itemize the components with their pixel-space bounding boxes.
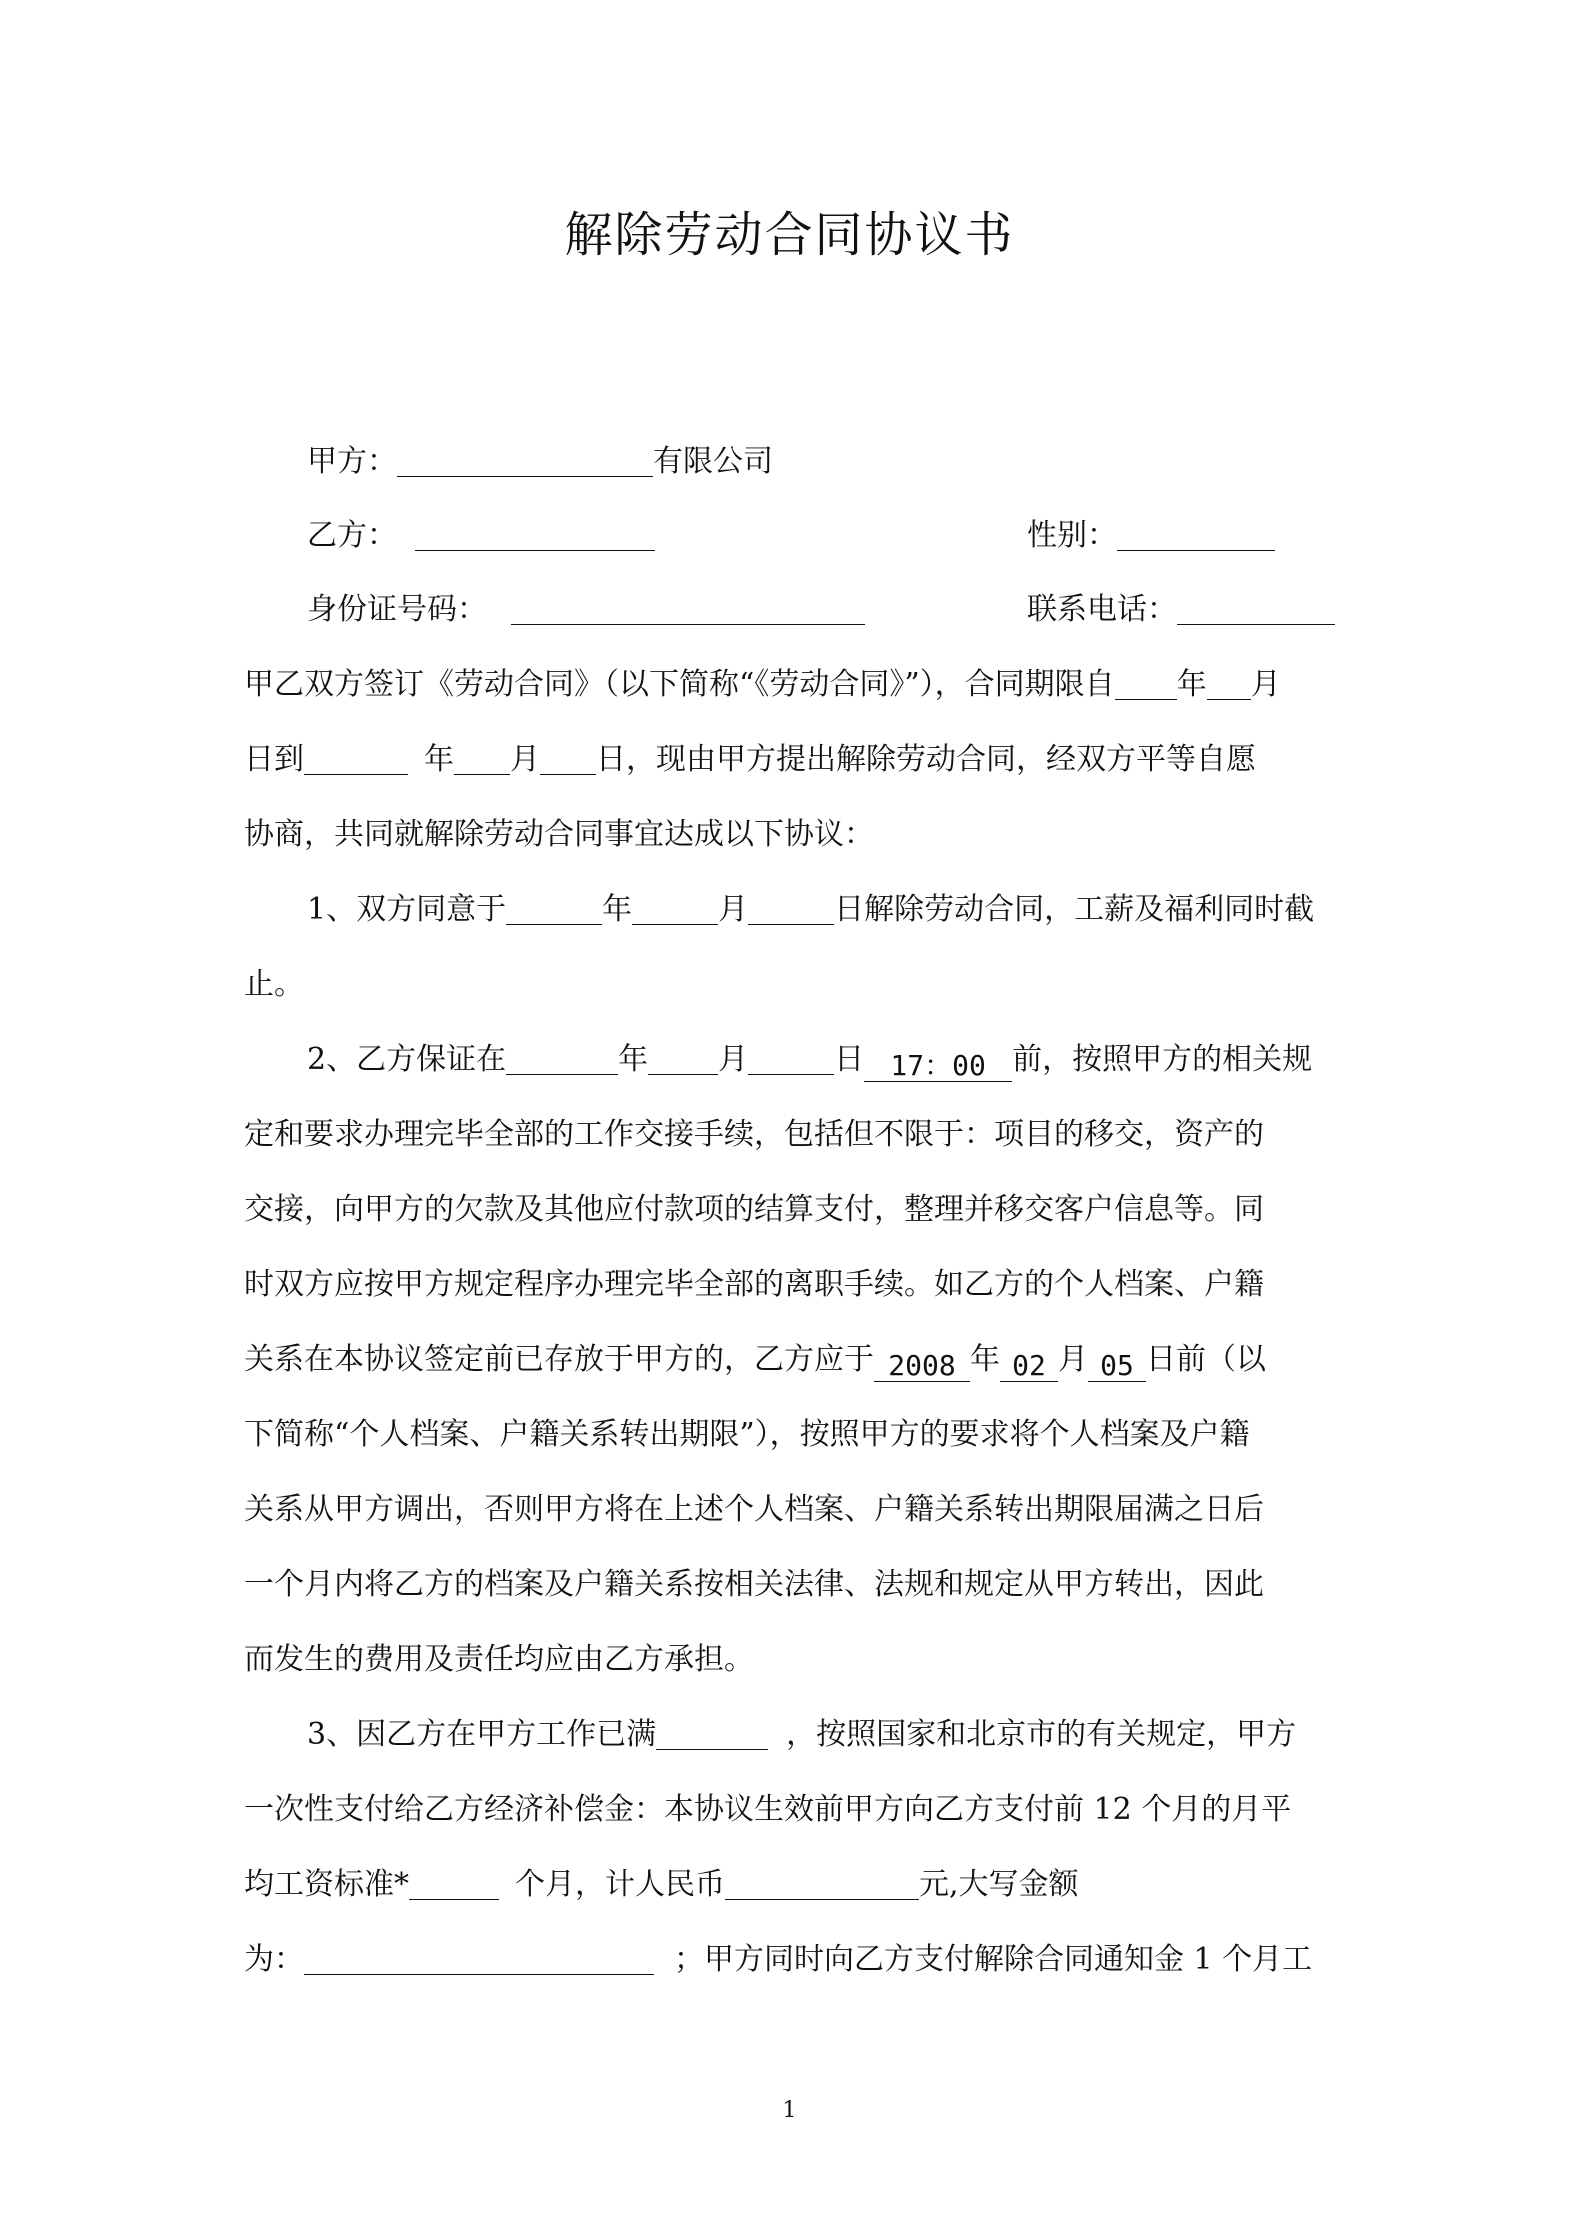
amount-in-words-blank xyxy=(304,1944,654,1975)
party-a-suffix: 有限公司 xyxy=(653,444,773,479)
party-b-name-blank xyxy=(415,520,655,551)
termination-month-blank xyxy=(632,894,718,925)
document-title: 解除劳动合同协议书 xyxy=(564,207,1015,263)
preamble-text: 日到 xyxy=(244,742,304,777)
clause-2-line-5 xyxy=(244,1340,1266,1382)
clause-text: 1、双方同意于 xyxy=(307,892,507,927)
archive-year-value: 2008 xyxy=(874,1351,970,1382)
party-b-label: 乙方： xyxy=(307,518,397,553)
archive-month-value: 02 xyxy=(1000,1351,1058,1382)
gender-blank xyxy=(1117,520,1275,551)
page-number: 1 xyxy=(782,2098,797,2123)
clause-text: 为： xyxy=(244,1942,304,1977)
clause-text: 个月，计人民币 xyxy=(515,1867,725,1902)
year-label: 年 xyxy=(1176,667,1207,702)
preamble-line-1 xyxy=(244,665,1281,705)
preamble-line-3: 协商，共同就解除劳动合同事宜达成以下协议： xyxy=(244,817,874,852)
months-blank xyxy=(409,1869,499,1900)
year-label: 年 xyxy=(602,892,633,927)
clause-2-line-2: 定和要求办理完毕全部的工作交接手续，包括但不限于：项目的移交，资产的 xyxy=(244,1117,1264,1152)
month-label: 月 xyxy=(718,1042,749,1077)
termination-day-blank xyxy=(748,894,834,925)
clause-text: 前，按照甲方的相关规 xyxy=(1012,1042,1313,1077)
preamble-line-2 xyxy=(244,740,1256,780)
service-years-blank xyxy=(656,1719,768,1750)
phone-label: 联系电话： xyxy=(1027,592,1177,627)
party-a-name-blank xyxy=(397,446,653,477)
month-label: 月 xyxy=(718,892,749,927)
phone-blank xyxy=(1177,594,1335,625)
id-number-line xyxy=(307,590,865,630)
id-number-label: 身份证号码： xyxy=(307,592,487,627)
clause-2-line-8: 一个月内将乙方的档案及户籍关系按相关法律、法规和规定从甲方转出，因此 xyxy=(244,1567,1264,1602)
clause-text: 日前（以 xyxy=(1146,1342,1266,1377)
clause-1-line-2: 止。 xyxy=(244,967,304,1002)
preamble-text: 日，现由甲方提出解除劳动合同，经双方平等自愿 xyxy=(596,742,1256,777)
party-a-label: 甲方： xyxy=(307,444,397,479)
party-a-line xyxy=(307,442,773,482)
start-year-blank xyxy=(1115,669,1177,700)
clause-1-line-1 xyxy=(307,890,1314,930)
gender-label: 性别： xyxy=(1027,518,1117,553)
clause-text: 均工资标准* xyxy=(244,1867,409,1902)
phone-line xyxy=(1027,590,1335,630)
month-label: 月 xyxy=(1058,1342,1088,1377)
clause-3-line-3 xyxy=(244,1865,1079,1905)
year-label: 年 xyxy=(618,1042,649,1077)
clause-3-line-4 xyxy=(244,1940,1312,1980)
termination-year-blank xyxy=(506,894,602,925)
clause-text: 3、因乙方在甲方工作已满 xyxy=(307,1717,657,1752)
clause-2-line-3: 交接，向甲方的欠款及其他应付款项的结算支付，整理并移交客户信息等。同 xyxy=(244,1192,1264,1227)
day-label: 日 xyxy=(834,1042,865,1077)
preamble-text: 甲乙双方签订《劳动合同》（以下简称“《劳动合同》”），合同期限自 xyxy=(244,667,1115,702)
clause-2-line-6: 下简称“个人档案、户籍关系转出期限”），按照甲方的要求将个人档案及户籍 xyxy=(244,1417,1250,1452)
year-label: 年 xyxy=(970,1342,1000,1377)
id-number-blank xyxy=(511,594,865,625)
clause-text: 日解除劳动合同，工薪及福利同时截 xyxy=(834,892,1315,927)
clause-text: 关系在本协议签定前已存放于甲方的，乙方应于 xyxy=(244,1342,874,1377)
clause-2-line-9: 而发生的费用及责任均应由乙方承担。 xyxy=(244,1642,754,1677)
end-month-blank xyxy=(454,744,510,775)
clause-text: 2、乙方保证在 xyxy=(307,1042,507,1077)
amount-blank xyxy=(725,1869,919,1900)
clause-2-line-4: 时双方应按甲方规定程序办理完毕全部的离职手续。如乙方的个人档案、户籍 xyxy=(244,1267,1264,1302)
month-label: 月 xyxy=(1250,667,1281,702)
handover-month-blank xyxy=(648,1044,718,1075)
archive-day-value: 05 xyxy=(1088,1351,1146,1382)
clause-text: ，按照国家和北京市的有关规定，甲方 xyxy=(786,1717,1297,1752)
clause-2-line-1 xyxy=(307,1040,1312,1082)
gender-line xyxy=(1027,516,1275,556)
clause-3-line-2: 一次性支付给乙方经济补偿金：本协议生效前甲方向乙方支付前 12 个月的月平 xyxy=(244,1792,1292,1827)
handover-year-blank xyxy=(506,1044,618,1075)
party-b-line xyxy=(307,516,655,556)
clause-text: ；甲方同时向乙方支付解除合同通知金 1 个月工 xyxy=(674,1942,1313,1977)
clause-3-line-1 xyxy=(307,1715,1296,1755)
end-year-blank xyxy=(304,744,408,775)
year-label: 年 xyxy=(424,742,454,777)
month-label: 月 xyxy=(510,742,540,777)
handover-time-value: 17：00 xyxy=(864,1051,1012,1082)
end-day-blank xyxy=(540,744,596,775)
clause-text: 元,大写金额 xyxy=(919,1867,1079,1902)
clause-2-line-7: 关系从甲方调出，否则甲方将在上述个人档案、户籍关系转出期限届满之日后 xyxy=(244,1492,1264,1527)
handover-day-blank xyxy=(748,1044,834,1075)
start-month-blank xyxy=(1207,669,1251,700)
